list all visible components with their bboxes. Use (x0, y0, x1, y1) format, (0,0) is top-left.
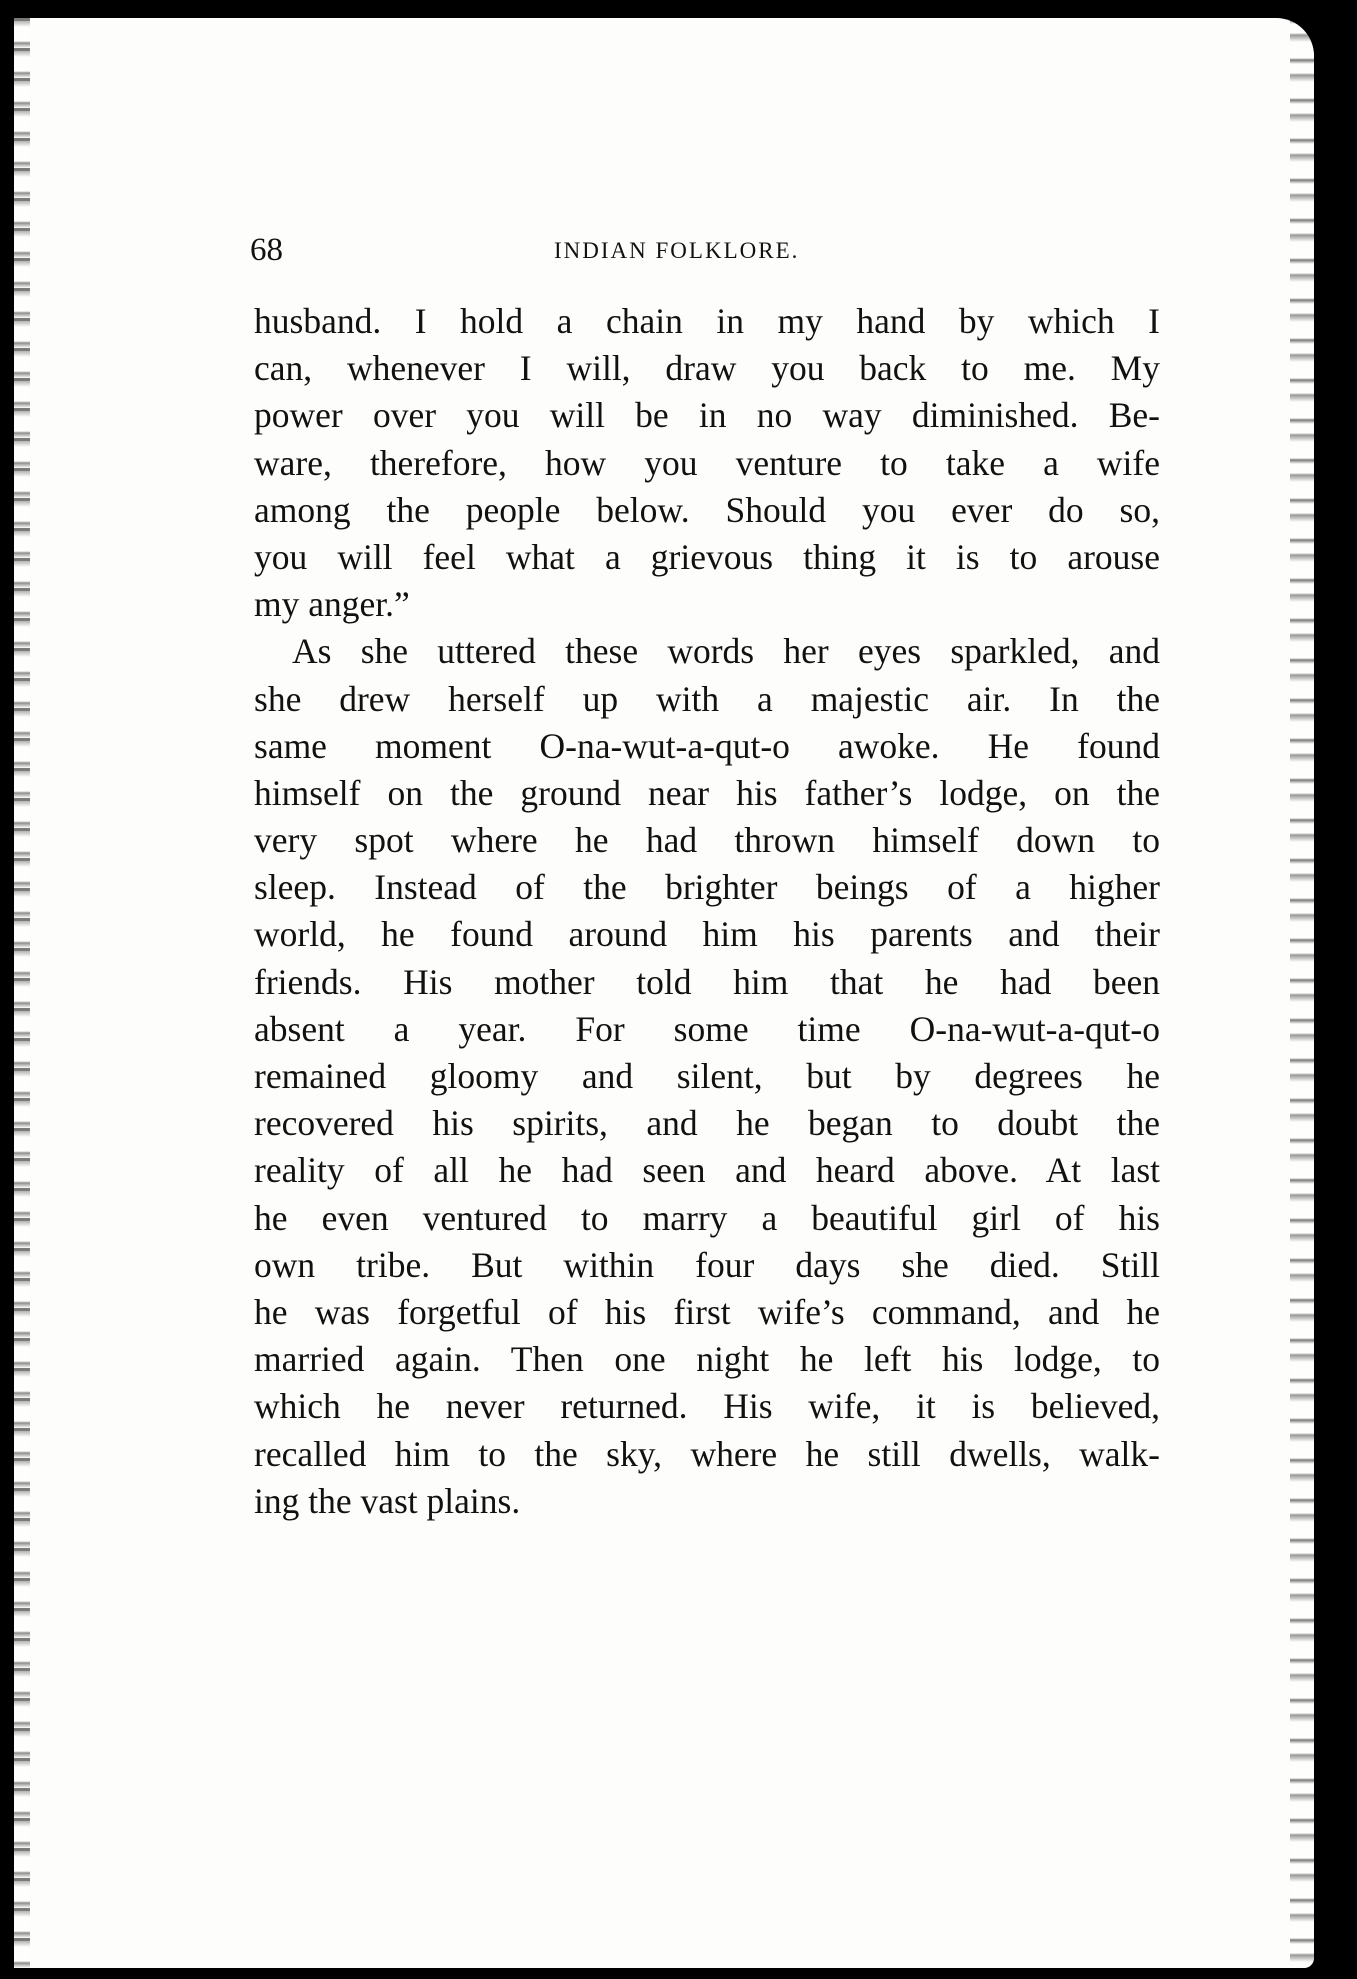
running-head (250, 230, 890, 270)
right-page-edge (1290, 18, 1314, 1968)
text-line: my anger.” (254, 584, 410, 625)
text-line: husband. I hold a chain in my hand by which I (254, 301, 1160, 341)
text-line: reality of all he had seen and heard above. At last (254, 1150, 1160, 1191)
text-line: sleep. Instead of the brighter beings of a higher (254, 867, 1160, 908)
text-line: own tribe. But within four days she died. Still (254, 1244, 1160, 1285)
text-line: himself on the ground near his father’s lodge, on the (254, 772, 1160, 813)
text-line: ing the vast plains. (254, 1480, 521, 1521)
text-line: she drew herself up with a majestic air. In the (254, 678, 1160, 719)
book-page (14, 18, 1314, 1968)
paragraph-1 (254, 298, 1160, 628)
text-line: you will feel what a grievous thing it is to arouse (254, 536, 1160, 577)
text-line: among the people below. Should you ever do so, (254, 489, 1160, 530)
text-line: he even ventured to marry a beautiful girl of his (254, 1197, 1160, 1238)
text-line: world, he found around him his parents and their (254, 914, 1160, 955)
text-line: same moment O-na-wut-a-qut-o awoke. He found (254, 725, 1160, 766)
text-line: ware, therefore, how you venture to take a wife (254, 442, 1160, 483)
page-number: 68 (250, 232, 283, 268)
text-line: he was forgetful of his first wife’s command, and he (254, 1291, 1160, 1332)
text-line: can, whenever I will, draw you back to me. My (254, 348, 1160, 389)
left-page-edge (14, 18, 30, 1968)
running-title: INDIAN FOLKLORE. (554, 238, 800, 263)
text-line: friends. His mother told him that he had been (254, 961, 1160, 1002)
text-line: As she uttered these words her eyes sparkled, and (292, 631, 1160, 672)
text-line: very spot where he had thrown himself down to (254, 820, 1160, 861)
text-line: power over you will be in no way diminished. Be- (254, 395, 1160, 436)
text-line: recovered his spirits, and he began to doubt the (254, 1103, 1160, 1144)
body-text (254, 298, 1160, 1525)
text-line: married again. Then one night he left his lodge, to (254, 1339, 1160, 1380)
text-line: remained gloomy and silent, but by degrees he (254, 1056, 1160, 1096)
text-line: which he never returned. His wife, it is believed, (254, 1386, 1160, 1427)
text-line: recalled him to the sky, where he still dwells, walk- (254, 1433, 1160, 1474)
text-line: absent a year. For some time O-na-wut-a-qut-o (254, 1008, 1160, 1049)
paragraph-2 (254, 628, 1160, 1525)
